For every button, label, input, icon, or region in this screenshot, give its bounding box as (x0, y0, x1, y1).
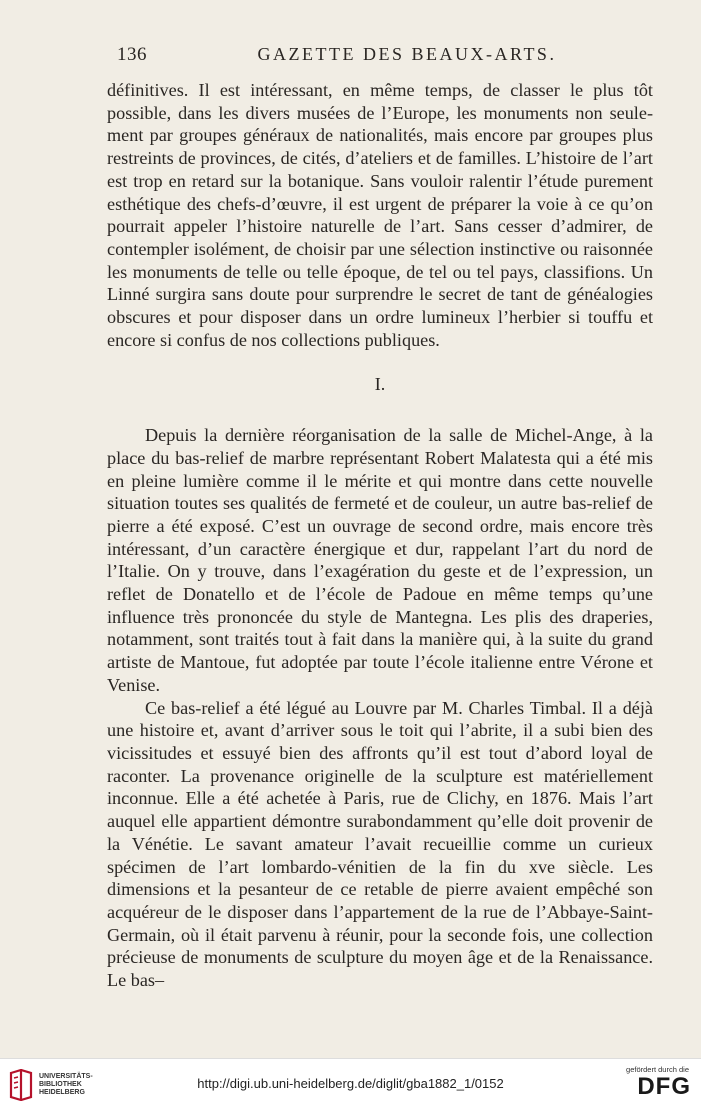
running-head (117, 44, 657, 68)
digitization-footer (0, 1058, 701, 1110)
dfg-logo[interactable]: DFG (637, 1073, 691, 1100)
permalink-url[interactable]: http://digi.ub.uni-heidelberg.de/diglit/gba1882_1/0152 (197, 1076, 504, 1091)
section-number: I. (374, 374, 386, 395)
funding-caption: gefördert durch die (626, 1065, 689, 1074)
paragraph-2: Depuis la dernière réorganisation de la salle de Michel-Ange, à la place du bas-relief de marbre représentant Robert Malatesta qui a été mis en pleine lumière comme il le mérite et qui montre dans cette nouvelle situation toutes ses qualités de fermeté et de couleur, un autre bas-relief de pierre a été exposé. C’est un ouvrage de second ordre, mais encore très intéressant, d’un caractère énergique et dur, rappelant l’art du nord de l’Italie. On y trouve, dans l’exagération du geste et de l’expression, un reflet de Donatello et de l’école de Padoue en même temps qu’une influence très prononcée du style de Mantegna. Les plis des draperies, notamment, sont traités tout à fait dans la manière qui, à la suite du grand artiste de Mantoue, fut adoptée par toute l’école italienne entre Vérone et Venise. (107, 425, 653, 695)
journal-title: GAZETTE DES BEAUX-ARTS. (257, 44, 557, 64)
paragraph-3: Ce bas-relief a été légué au Louvre par M. Charles Timbal. Il a déjà une histoire et, avant d’arriver sous le toit qui l’abrite, il a subi bien des vicissitudes et essuyé bien des affronts qu’il est tout d’abord loyal de raconter. La provenance originelle de la sculpture est matériellement inconnue. Elle a été achetée à Paris, rue de Clichy, en 1876. Mais l’art auquel elle appartient démontre surabondamment qu’elle doit provenir de la Vénétie. Le savant amateur l’avait recueillie comme un curieux spécimen de l’art lombardo-vénitien de la fin du xve siècle. Les dimensions et la pesanteur de ce retable de pierre avaient empêché son acquéreur de le disposer dans l’appartement de la rue de l’Abbaye-Saint-Germain, où il était parvenu à réunir, pour la seconde fois, une collection précieuse de monuments de sculpture du moyen âge et de la Renaissance. Le bas– (107, 697, 653, 991)
library-name-line: UNIVERSITÄTS- (39, 1073, 93, 1080)
library-name-line: HEIDELBERG (39, 1089, 85, 1096)
page-number: 136 (117, 44, 147, 65)
article-body (107, 79, 653, 992)
funder-block (611, 1065, 691, 1105)
library-name-line: BIBLIOTHEK (39, 1081, 82, 1088)
paragraph-1: définitives. Il est intéressant, en même temps, de classer le plus tôt possible, dans les divers musées de l’Europe, les monuments non seulement par groupes généraux de nationalités, mais encore par groupes plus restreints de provinces, de cités, d’ateliers et de familles. L’histoire de l’art est trop en retard sur la botanique. Sans vouloir ralentir l’étude purement esthétique des chefs-d’œuvre, il est urgent de préparer la voie à ce qu’on pourrait appeler l’histoire naturelle de l’art. Sans cesser d’admirer, de contempler isolément, de choisir par une sélection instinctive ou raisonnée les monuments de telle ou telle époque, de tel ou tel pays, classifions. Un Linné surgira sans doute pour surprendre le secret de tant de généalogies obscures et pour disposer dans un ordre lumineux l’herbier si touffu et encore si confus de nos collections publiques. (107, 80, 653, 350)
